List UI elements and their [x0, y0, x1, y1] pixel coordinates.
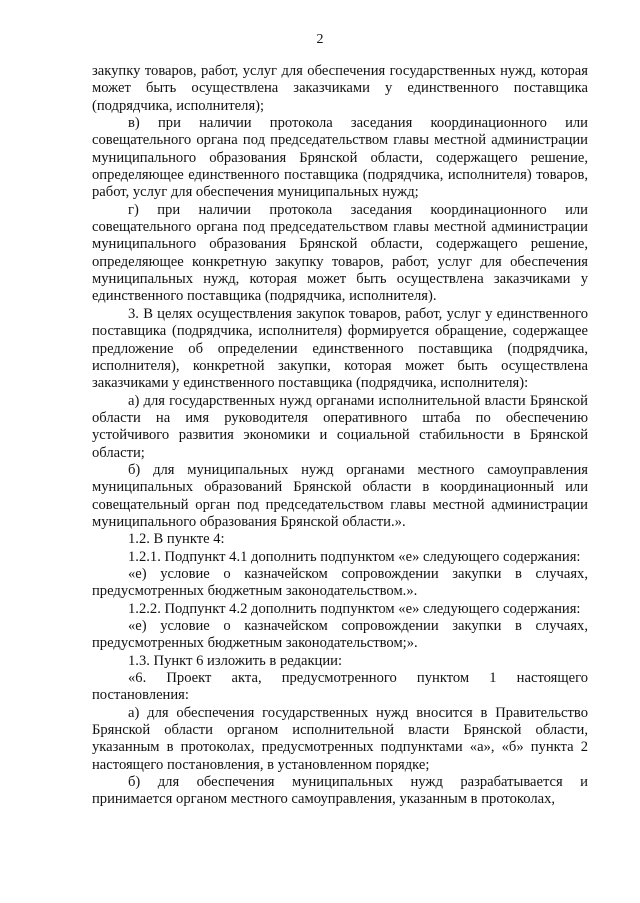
paragraph: 1.2.1. Подпункт 4.1 дополнить подпунктом «е» следующего содержания: [128, 548, 581, 565]
paragraph: в) при наличии протокола заседания координационного или совещательного органа под председательством главы местной администрации муниципального образования Брянской области, содержащего решение, определяющее единственного поставщика (подрядчика, исполнителя) товаров, работ, услуг для обеспечения муниципальных нужд; [92, 115, 588, 201]
document-body [92, 63, 588, 809]
paragraph: закупку товаров, работ, услуг для обеспечения государственных нужд, которая может быть осуществлена заказчиками у единственного поставщика (подрядчика, исполнителя); [92, 63, 588, 114]
page-number: 2 [316, 32, 324, 47]
paragraph: б) для обеспечения муниципальных нужд разрабатывается и принимается органом местного самоуправления, указанным в протоколах, [92, 774, 588, 808]
paragraph: «е) условие о казначейском сопровождении закупки в случаях, предусмотренных бюджетным законодательством.». [92, 565, 588, 600]
paragraph: «6. Проект акта, предусмотренного пунктом 1 настоящего постановления: [92, 670, 588, 704]
paragraph: 1.2. В пункте 4: [128, 531, 225, 548]
paragraph: 1.3. Пункт 6 изложить в редакции: [128, 652, 343, 669]
paragraph: б) для муниципальных нужд органами местного самоуправления муниципальных образований Брянской области в координационный или совещательный орган под председательством главы местной администрации муниципального образования Брянской области.». [92, 461, 588, 530]
paragraph: а) для обеспечения государственных нужд вносится в Правительство Брянской области органом исполнительной власти Брянской области, указанным в протоколах, предусмотренных подпунктами «а», «б» пункта 2 настоящего постановления, в установленном порядке; [92, 704, 588, 773]
paragraph: 1.2.2. Подпункт 4.2 дополнить подпунктом «е» следующего содержания: [128, 600, 581, 617]
paragraph: 3. В целях осуществления закупок товаров, работ, услуг у единственного поставщика (подрядчика, исполнителя) формируется обращение, содержащее предложение об определении единственного поставщика (подрядчика, исполнителя), конкретной закупки, которая может быть осуществлена заказчиками у единственного поставщика (подрядчика, исполнителя): [92, 305, 588, 392]
paragraph: а) для государственных нужд органами исполнительной власти Брянской области на имя руководителя оперативного штаба по обеспечению устойчивого развития экономики и социальной стабильности в Брянской области; [92, 392, 588, 461]
paragraph: «е) условие о казначейском сопровождении закупки в случаях, предусмотренных бюджетным законодательством;». [92, 618, 588, 652]
paragraph: г) при наличии протокола заседания координационного или совещательного органа под председательством главы местной администрации муниципального образования Брянской области, содержащего решение, определяющее конкретную закупку товаров, работ, услуг для обеспечения муниципальных нужд, которая может быть осуществлена заказчиками у единственного поставщика (подрядчика, исполнителя). [92, 201, 588, 305]
